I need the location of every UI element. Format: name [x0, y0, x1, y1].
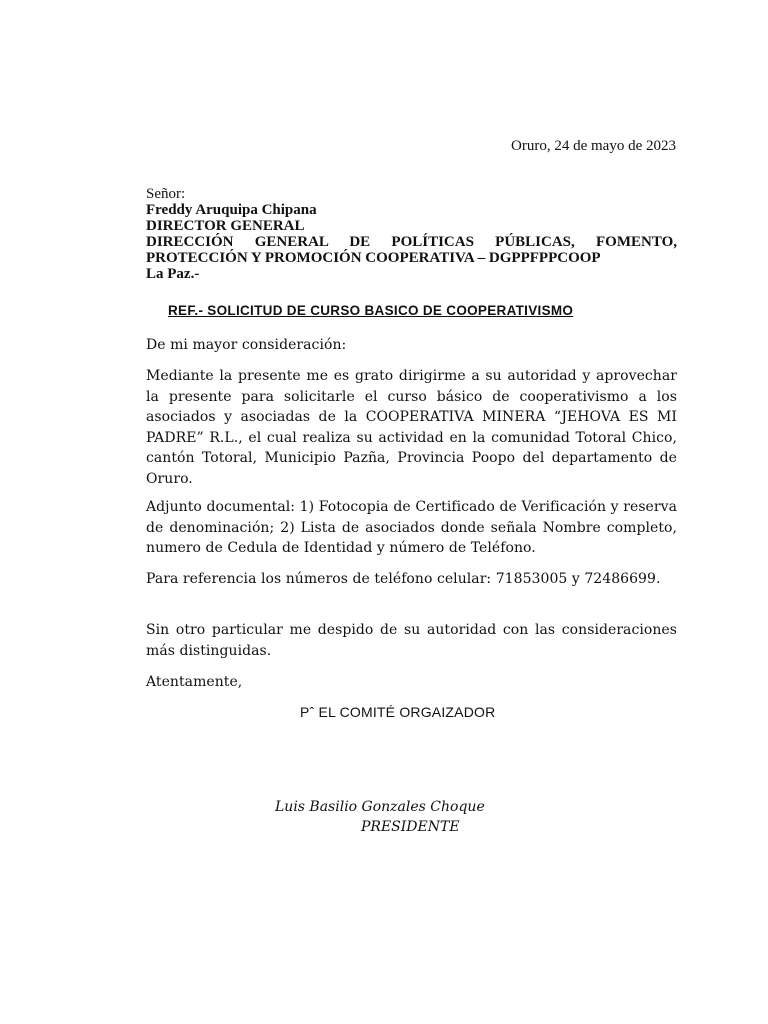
signature-title: PRESIDENTE	[361, 819, 460, 835]
body-paragraph-farewell: Sin otro particular me despido de su autoridad con las consideraciones más distinguidas.	[146, 622, 677, 659]
addressee-name: Freddy Aruquipa Chipana	[146, 202, 317, 218]
addressee-institution-line1: DIRECCIÓN GENERAL DE POLÍTICAS PÚBLICAS, FOMENTO,	[146, 234, 677, 250]
body-paragraph-request: Mediante la presente me es grato dirigirme a su autoridad y aprovechar la presente para solicitarle el curso básico de cooperativismo a los asociados y asociadas de la COOPERATIVA MINERA “JEHOVA ES MI PADRE” R.L., el cual realiza su actividad en la comunidad Totoral Chico, cantón Totoral, Municipio Pazña, Provincia Poopo del departamento de Oruro.	[146, 368, 677, 487]
letter-date: Oruro, 24 de mayo de 2023	[511, 138, 676, 154]
greeting: De mi mayor consideración:	[146, 337, 347, 353]
committee-line: Pˆ EL COMITÉ ORGAIZADOR	[300, 704, 496, 720]
addressee-city: La Paz.-	[146, 266, 200, 282]
body-paragraph-phones: Para referencia los números de teléfono celular: 71853005 y 72486699.	[146, 571, 661, 587]
addressee-block	[146, 186, 677, 282]
closing: Atentamente,	[146, 674, 243, 690]
reference-line: REF.- SOLICITUD DE CURSO BASICO DE COOPERATIVISMO	[168, 303, 574, 318]
addressee-salutation: Señor:	[146, 186, 186, 202]
addressee-institution-line2: PROTECCIÓN Y PROMOCIÓN COOPERATIVA – DGPPFPPCOOP	[146, 250, 601, 266]
signature-name: Luis Basilio Gonzales Choque	[275, 799, 485, 815]
body-paragraph-attachments: Adjunto documental: 1) Fotocopia de Certificado de Verificación y reserva de denominación; 2) Lista de asociados donde señala Nombre completo, numero de Cedula de Identidad y número de Teléfono.	[146, 499, 677, 556]
addressee-position: DIRECTOR GENERAL	[146, 218, 305, 234]
